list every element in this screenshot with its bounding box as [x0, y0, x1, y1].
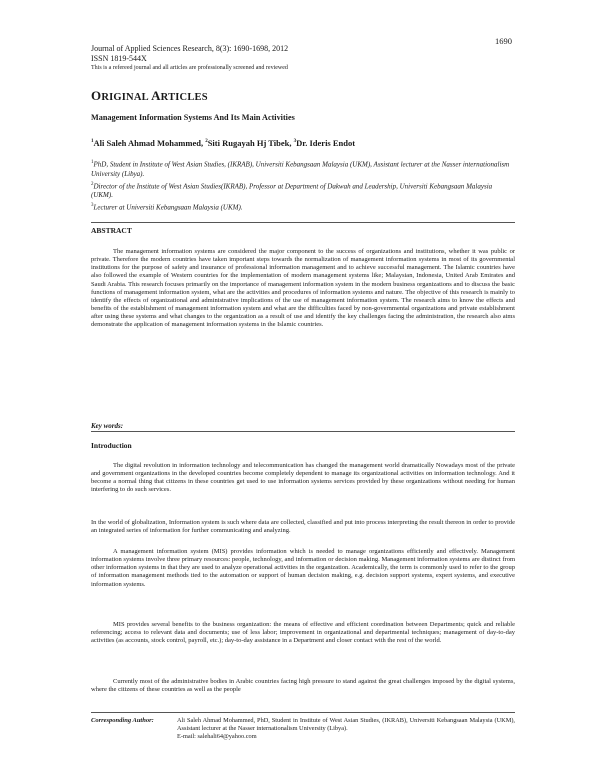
corresponding-author-details [177, 717, 515, 742]
divider-top [91, 222, 515, 223]
intro-paragraph: Currently most of the administrative bodies in Arabic countries facing high pressure to stand against the great challenges imposed by the digital systems, where the citizens of these countries as well as the people [91, 678, 515, 694]
intro-paragraph: The digital revolution in information technology and telecommunication has changed the management world dramatically Nowadays most of the private and government organizations in the developed countries become completely dependent to manage its organizational activities on information technology. And it become a normal thing that citizens in these countries get used to use information systems services provided by these organizations without needing for human interfering to do such services. [91, 462, 515, 494]
divider-footnote [91, 712, 515, 713]
affiliation: $^3$Lecturer at Universiti Kebangsaan Malaysia (UKM). [91, 203, 243, 212]
author-name: Ali Saleh Ahmad Mohammed, [93, 138, 206, 148]
author-name: Siti Rugayah Hj Tibek, [207, 138, 294, 148]
divider-keywords [91, 431, 515, 432]
journal-note: This is a refereed journal and all articles are professionally screened and reviewed [91, 65, 288, 71]
author-name: Dr. Ideris Endot [296, 138, 356, 148]
journal-citation: Journal of Applied Sciences Research, 8(3): 1690-1698, 2012 [91, 44, 289, 53]
journal-issn: ISSN 1819-544X [91, 54, 147, 63]
affiliation: $^1$PhD, Student in Institute of West Asian Studies, (IKRAB), Universiti Kebangsaan Malaysia (UKM), Assistant lecturer at the Nasser internationalism University (Libya). [91, 160, 510, 178]
page-number: 1690 [495, 36, 512, 46]
intro-paragraph: MIS provides several benefits to the business organization: the means of effective and efficient coordination between Departments; quick and reliable referencing; access to relevant data and documents; use of less labor; improvement in organizational and departmental techniques; management of day-to-day activities (as accounts, stock control, payroll, etc.); day-to-day assistance in a Department and closer contact with the rest of the world. [91, 621, 515, 645]
abstract-heading: ABSTRACT [91, 226, 132, 235]
affiliations [91, 158, 511, 213]
keywords-label: Key words: [91, 422, 124, 430]
corresponding-author-text: Ali Saleh Ahmad Mohammed, PhD, Student in Institute of West Asian Studies, (IKRAB), Universiti Kebangsaan Malaysia (UKM), Assistant lecturer at the Nasser internationalism University (Libya). [177, 717, 515, 733]
introduction-heading: Introduction [91, 441, 132, 450]
intro-paragraph: A management information system (MIS) provides information which is needed to manage organizations efficiently and effectively. Management information systems involve three primary resources: people, technology, and information or decision making. Management information systems are distinct from other information systems in that they are used to analyze operational activities in the organization. Academically, the term is commonly used to refer to the group of information management methods tied to the automation or support of human decision making, e.g. decision support systems, expert systems, and executive information systems. [91, 548, 515, 588]
corresponding-author-email: E-mail: salehali64@yahoo.com [177, 733, 257, 741]
abstract-text: The management information systems are considered the major component to the success of organizations and institutions, whether it was public or private. Therefore the modern countries have taken important steps towards the normalization of management information systems in most of its governmental institutions for the purpose of safety and insurance of professional information management and to achieve successful management. The Islamic countries have also followed the example of Western countries for the implementation of modern management systems like; Malaysian, Indonesia, United Arab Emirates and Saudi Arabia. This research focuses primarily on the importance of management information system in the modern business organizations and to discuss the basic functions of management information system, what are the activities and procedures of information systems and nature. The objective of this research is mainly to identify the effects of organizational and administrative implications of the use of management information system. The research aims to know the effects and benefits of the establishment of management information system and what are the difficulties faced by non-governmental organizations and private establishment after using these systems and what changes to the organization as a result of use and identify the key challenges facing the administration, the research also aims demonstrate the application of management information systems in the Islamic countries. [91, 248, 515, 329]
article-title: Management Information Systems And Its Main Activities [91, 113, 295, 122]
author-list: $^1$Ali Saleh Ahmad Mohammed, $^2$Siti Rugayah Hj Tibek, $^3$Dr. Ideris Endot [91, 138, 356, 148]
section-heading: ORIGINAL ARTICLES [91, 88, 208, 103]
intro-paragraph: In the world of globalization, Information system is such where data are collected, classified and put into process interpreting the result thereon in order to provide an integrated series of information for further communicating and analyzing. [91, 519, 515, 535]
corresponding-author-label: Corresponding Author: [91, 717, 154, 724]
affiliation: $^2$Director of the Institute of West Asian Studies(IKRAB), Professor at Department of Dakwah and Leadership, Universiti Kebangsaan Malaysia (UKM). [91, 181, 493, 200]
journal-header [91, 44, 391, 73]
